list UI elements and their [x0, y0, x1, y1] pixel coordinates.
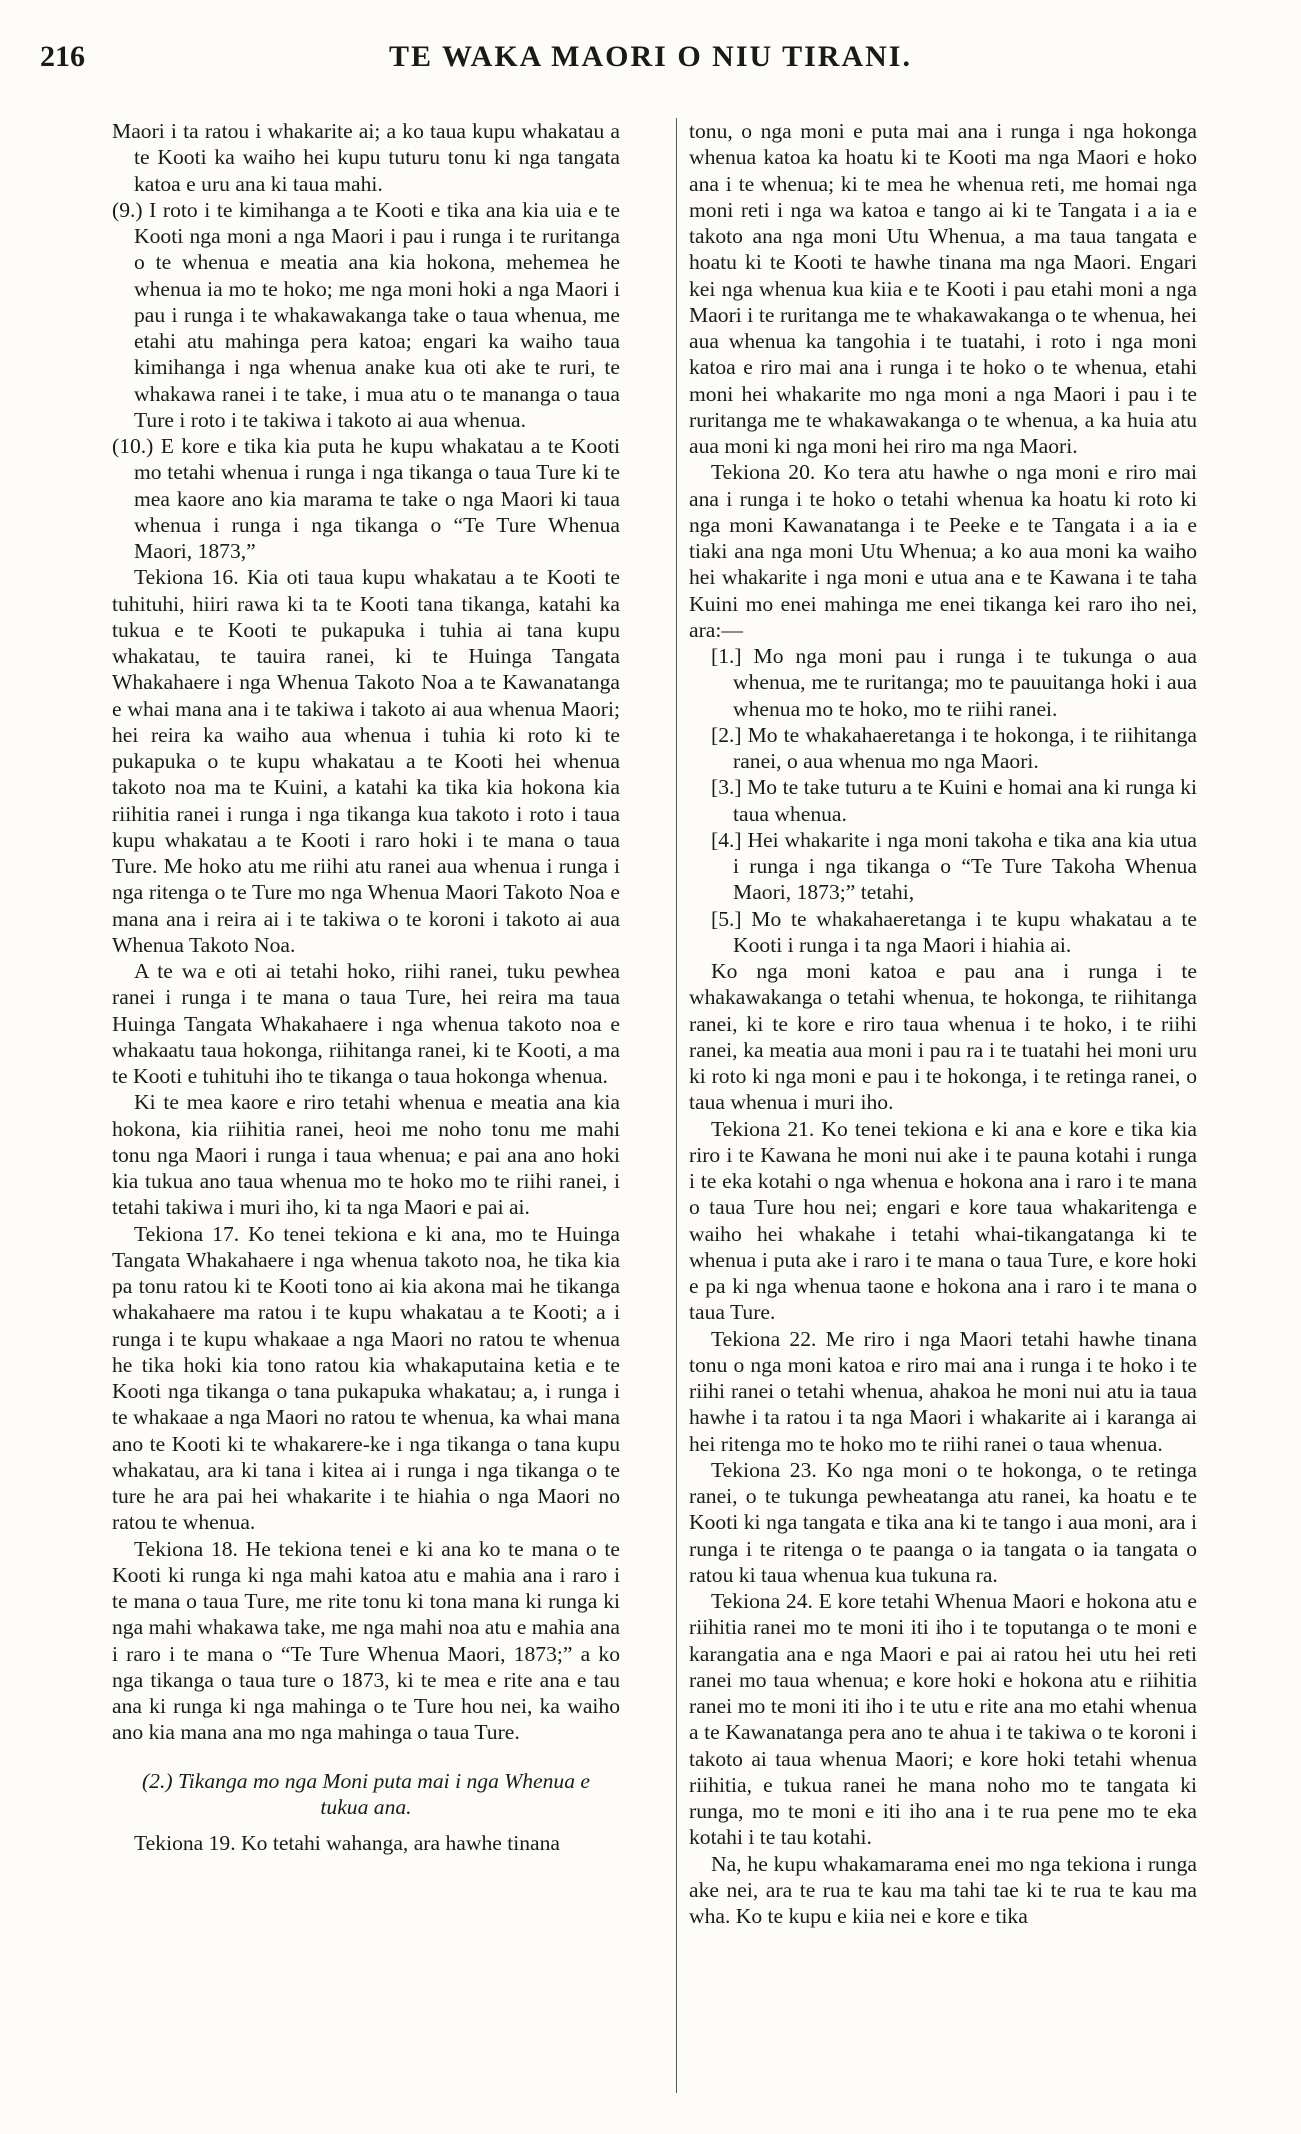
list-item: [2.] Mo te whakahaeretanga i te hokonga, i te riihitanga ranei, o aua whenua mo nga Maori.	[711, 722, 1197, 773]
paragraph: Ki te mea kaore e riro tetahi whenua e meatia ana kia hokona, kia riihitia ranei, heoi me noho tonu me mahi tonu nga Maori i runga i taua whenua; e pai ana ano hoki kia tukua ano taua whenua mo te hoko mo te riihi ranei, i tetahi takiwa i muri iho, ki ta nga Maori e pai ai.	[112, 1090, 620, 1220]
running-title: TE WAKA MAORI O NIU TIRANI.	[389, 40, 912, 73]
paragraph: A te wa e oti ai tetahi hoko, riihi ranei, tuku pewhea ranei i runga i te mana o taua Ture, hei reira ma taua Huinga Tangata Whakahaere i nga whenua takoto noa e whakaatu taua hokonga, riihitanga ranei, ki te Kooti, a ma te Kooti e tuhituhi iho te tikanga o taua hokonga whenua.	[112, 959, 620, 1088]
section-24: Tekiona 24. E kore tetahi Whenua Maori e hokona atu e riihitia ranei mo te moni iti iho i te toputanga o te moni e karangatia ana e nga Maori e pai ai ratou hei utu hei reti ranei mo taua whenua; e kore hoki e hokona atu e riihitia ranei mo te moni iti iho i te utu e rite ana mo etahi whenua a te Kawanatanga pera ano te ahua i te takiwa o te koroni i takoto ai taua whenua Maori; e kore hoki tetahi whenua riihitia, e tukua ranei he mana noho mo te tangata ki runga, mo te moni e iti iho ana i te rua pene mo te eka kotahi i te tau kotahi.	[689, 1589, 1197, 1850]
list-item: [4.] Hei whakarite i nga moni takoha e tika ana kia utua i runga i nga tikanga o “Te Ture Takoha Whenua Maori, 1873;” tetahi,	[711, 827, 1197, 905]
section-20: Tekiona 20. Ko tera atu hawhe o nga moni e riro mai ana i runga i te hoko o tetahi whenua ka hoatu ki roto ki nga moni Kawanatanga i te Peeke e te Tangata i a ia e tiaki ana nga moni Utu Whenua; a ko aua moni ka waiho hei whakarite i nga moni e utua ana e te Kawana i te taha Kuini mo enei mahinga me enei tikanga kei raro iho nei, ara:—	[689, 460, 1197, 642]
clause-10: (10.) E kore e tika kia puta he kupu whakatau a te Kooti mo tetahi whenua i runga i nga tikanga o taua Ture ki te mea kaore ano kia marama te take o nga Maori ki taua whenua i runga i nga tikanga o “Te Ture Whenua Maori, 1873,”	[112, 434, 620, 563]
section-17: Tekiona 17. Ko tenei tekiona e ki ana, mo te Huinga Tangata Whakahaere i nga whenua takoto noa, he tika kia pa tonu ratou ki te Kooti tono ai kia akona mai he tikanga whakahaere ma ratou i te kupu whakatau a te Kooti; a i runga i te kupu whakaae a nga Maori no ratou te whenua he tika hoki kia tono ratou kia whakaputaina ketia e te Kooti nga tikanga o tana pukapuka whakatau; a, i runga i te whakaae a nga Maori no ratou te whenua, ka whai mana ano te Kooti ki te whakarere-ke i nga tikanga o tana kupu whakatau, ara ki tana i kitea ai i runga i nga tikanga o te ture he ara pai hei whakarite i te hiahia o nga Maori no ratou te whenua.	[112, 1221, 620, 1535]
section-22: Tekiona 22. Me riro i nga Maori tetahi hawhe tinana tonu o nga moni katoa e riro mai ana i runga i te hoko i te riihi ranei o tetahi whenua, ahakoa he moni nui atu ia taua hawhe i ta ratou i ta nga Maori i whakarite ai i karanga ai hei ritenga mo te hoko mo te riihi ranei o taua whenua.	[689, 1326, 1197, 1456]
section-23: Tekiona 23. Ko nga moni o te hokonga, o te retinga ranei, o te tukunga pewheatanga atu ranei, ka hoatu e te Kooti ki nga tangata e tika ana ki te tango i aua moni, ara i runga i te ritenga o te paanga o ia tangata o ia tangata o ratou ki taua whenua kua tukuna ra.	[689, 1457, 1197, 1587]
subheading: (2.) Tikanga mo nga Moni puta mai i nga Whenua e tukua ana.	[141, 1768, 591, 1819]
section-16: Tekiona 16. Kia oti taua kupu whakatau a te Kooti te tuhituhi, hiiri rawa ki ta te Kooti tana tikanga, katahi ka tukua e te Kooti te pukapuka i tuhia ai tana kupu whakatau, te tauira ranei, ki te Huinga Tangata Whakahaere i nga Whenua Takoto Noa a te Kawanatanga e whai mana ana i te takiwa i takoto ai aua whenua Maori; hei reira ka waiho aua whenua i tuhia ki roto ki te pukapuka o te kupu whakatau a te Kooti hei whenua takoto noa ma te Kuini, a katahi ka tika kia hokona kia riihitia ranei i runga i nga tikanga kua takoto i roto i taua kupu whakatau a te Kooti i raro hoki i te mana o taua Ture. Me hoko atu me riihi atu ranei aua whenua i runga i nga ritenga o te Ture mo nga Whenua Maori Takoto Noa e mana ana i reira ai i te takiwa o te koroni i takoto ai aua Whenua Takoto Noa.	[112, 565, 620, 957]
section-18: Tekiona 18. He tekiona tenei e ki ana ko te mana o te Kooti ki runga ki nga mahi katoa atu e mahia ana i raro i te mana o taua Ture, me rite tonu ki tona mana ki runga ki nga mahi whakawa take, me nga mahi noa atu e mahia ana i raro i te mana o “Te Ture Whenua Maori, 1873;” a ko nga tikanga o taua ture o 1873, ki te mea e rite ana e tau ana ki runga ki nga mahinga o te Ture hou nei, ka waiho ano kia mana ana mo nga mahinga o taua Ture.	[112, 1536, 620, 1745]
page-header	[40, 40, 1261, 90]
paragraph: Na, he kupu whakamarama enei mo nga tekiona i runga ake nei, ara te rua te kau ma tahi tae ki te rua te kau ma wha. Ko te kupu e kiia nei e kore e tika	[689, 1851, 1197, 1928]
list-item: [5.] Mo te whakahaeretanga i te kupu whakatau a te Kooti i runga i ta nga Maori i hiahia ai.	[711, 906, 1197, 957]
right-column	[689, 118, 1197, 1929]
paragraph: tonu, o nga moni e puta mai ana i runga i nga hokonga whenua katoa ka hoatu ki te Kooti ma nga Maori e hoko ana i te whenua; ki te mea he whenua reti, me homai nga moni reti i nga wa katoa e tango ai ki te Tangata i a ia e takoto ana nga moni Utu Whenua, a ma taua tangata e hoatu ki te Kooti te hawhe tinana ma nga Maori. Engari kei nga whenua kua kiia e te Kooti i pau etahi moni a nga Maori i te ruritanga me te whakawakanga o te whenua, hei aua whenua ka tangohia i te tuatahi, i roto i nga moni katoa e riro mai ana i runga i te hoko o te whenua, etahi moni hei whakarite mo nga moni a nga Maori i pau i te ruritanga me te whakawakanga o te whenua, a ka huia atu aua moni ki nga moni hei riro ma nga Maori.	[689, 119, 1197, 458]
paragraph: Ko nga moni katoa e pau ana i runga i te whakawakanga o tetahi whenua, te hokonga, te riihitanga ranei, ki te kore e riro taua whenua i te hoko, i te riihi ranei, ka meatia aua moni i pau ra i te tuatahi hei moni uru ki roto ki nga moni e pau i te hokonga, i te retinga ranei, o taua whenua i muri iho.	[689, 959, 1197, 1115]
section-21: Tekiona 21. Ko tenei tekiona e ki ana e kore e tika kia riro i te Kawana he moni nui ake i te pauna kotahi i runga i te eka kotahi o nga whenua e hokona ana i raro i te mana o taua Ture hou nei; engari e kore taua whakaritenga e waiho hei whakahe i tetahi whai-tikangatanga ki te whenua i puta ake i raro i te mana o taua Ture, e kore hoki e pa ki nga whenua taone e hokona ana i raro i te mana o taua Ture.	[689, 1116, 1197, 1325]
list-item: [3.] Mo te take tuturu a te Kuini e homai ana ki runga ki taua whenua.	[711, 775, 1197, 826]
page-number: 216	[40, 40, 85, 73]
clause-9: (9.) I roto i te kimihanga a te Kooti e tika ana kia uia e te Kooti nga moni a nga Maori i pau i runga i te ruritanga o te whenua e meatia ana kia hokona, mehemea he whenua ia mo te hoko; me nga moni hoki a nga Maori i pau i runga i te whakawakanga take o taua whenua, me etahi atu mahinga pera katoa; engari ka waiho taua kimihanga i nga whenua anake kua oti ake te ruri, te whakawa ranei i te take, i mua atu o te mananga o taua Ture i roto i te takiwa i takoto ai aua whenua.	[112, 197, 620, 432]
list-item: [1.] Mo nga moni pau i runga i te tukunga o aua whenua, me te ruritanga; mo te pauuitanga hoki i aua whenua mo te hoko, mo te riihi ranei.	[711, 644, 1197, 721]
column-divider	[676, 118, 677, 2093]
section-19: Tekiona 19. Ko tetahi wahanga, ara hawhe tinana	[134, 1831, 560, 1855]
paragraph: Maori i ta ratou i whakarite ai; a ko taua kupu whakatau a te Kooti ka waiho hei kupu tuturu tonu ki nga tangata katoa e uru ana ki taua mahi.	[112, 119, 620, 196]
left-column	[112, 118, 620, 1856]
